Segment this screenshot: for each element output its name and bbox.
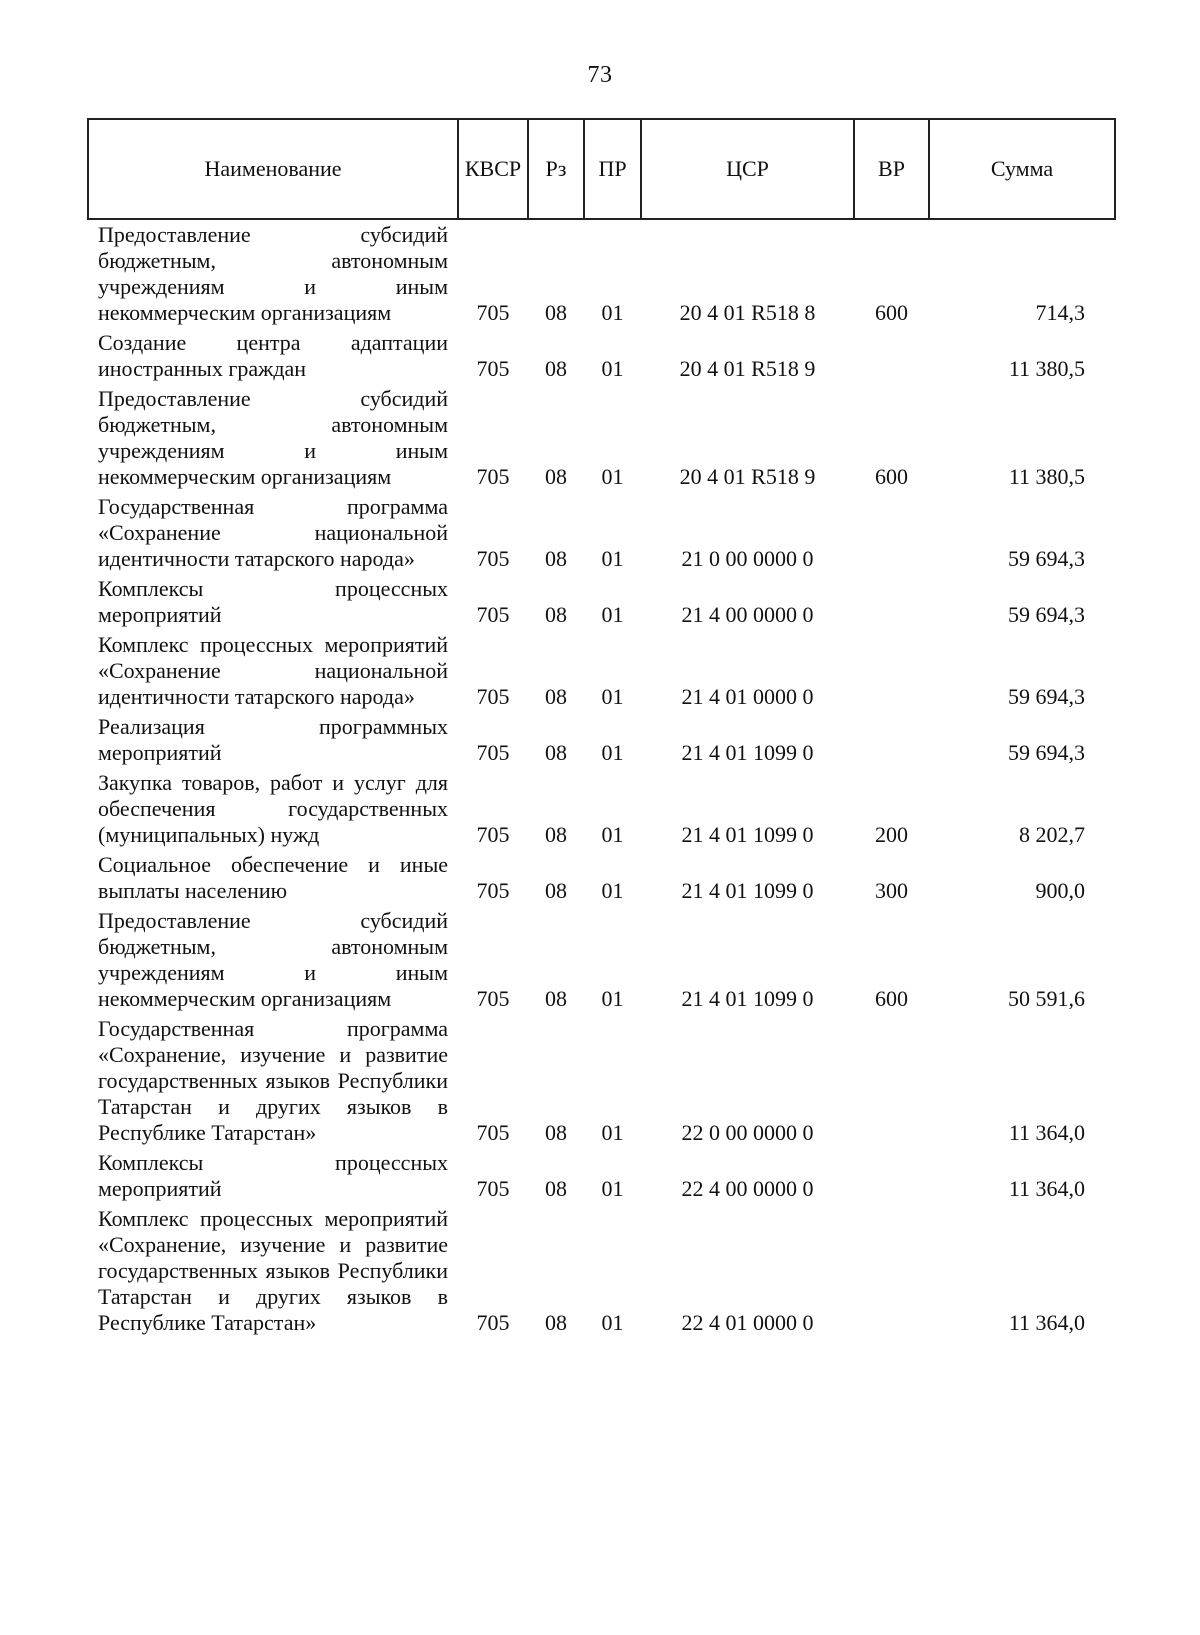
row-csr: 22 0 00 0000 0 — [681, 1120, 814, 1145]
row-kvsr: 705 — [476, 986, 510, 1011]
row-csr: 21 4 00 0000 0 — [681, 602, 814, 627]
table-row — [88, 494, 1115, 576]
row-kvsr: 705 — [476, 684, 510, 709]
row-csr: 21 4 01 1099 0 — [681, 986, 814, 1011]
row-sum: 50 591,6 — [1008, 986, 1085, 1011]
row-vr — [854, 632, 929, 714]
row-name: Комплекс процессных мероприятий «Сохранение национальной идентичности татарского народа» — [98, 632, 448, 709]
row-rz: 08 — [545, 986, 567, 1011]
row-pr: 01 — [601, 546, 624, 571]
row-sum: 8 202,7 — [1019, 822, 1085, 847]
row-kvsr: 705 — [476, 546, 510, 571]
row-rz: 08 — [545, 464, 567, 489]
row-sum: 11 380,5 — [1008, 464, 1085, 489]
header-sum: Сумма — [929, 119, 1115, 219]
row-pr: 01 — [601, 878, 624, 903]
row-pr: 01 — [601, 1176, 624, 1201]
table-body — [88, 219, 1115, 1340]
row-vr: 600 — [875, 300, 908, 325]
row-rz: 08 — [545, 684, 567, 709]
row-name: Закупка товаров, работ и услуг для обеспечения государственных (муниципальных) нужд — [98, 770, 448, 847]
row-rz: 08 — [545, 356, 567, 381]
row-sum: 900,0 — [1035, 878, 1085, 903]
row-csr: 21 4 01 0000 0 — [681, 684, 814, 709]
row-rz: 08 — [545, 878, 567, 903]
row-kvsr: 705 — [476, 822, 510, 847]
row-name: Социальное обеспечение и иные выплаты населению — [98, 852, 448, 903]
row-csr: 21 4 01 1099 0 — [681, 740, 814, 765]
row-csr: 21 0 00 0000 0 — [681, 546, 814, 571]
page-number: 73 — [587, 62, 613, 88]
row-sum: 11 364,0 — [1008, 1310, 1085, 1335]
header-pr: ПР — [584, 119, 641, 219]
row-vr — [854, 1150, 929, 1206]
header-csr: ЦСР — [641, 119, 854, 219]
row-rz: 08 — [545, 740, 567, 765]
row-vr — [854, 1206, 929, 1340]
row-sum: 11 380,5 — [1008, 356, 1085, 381]
row-vr — [854, 714, 929, 770]
row-rz: 08 — [545, 1120, 567, 1145]
row-kvsr: 705 — [476, 300, 510, 325]
table-row — [88, 908, 1115, 1016]
table-row — [88, 1150, 1115, 1206]
row-vr: 300 — [875, 878, 908, 903]
row-csr: 20 4 01 R518 8 — [679, 300, 816, 325]
row-kvsr: 705 — [476, 602, 510, 627]
row-kvsr: 705 — [476, 878, 510, 903]
budget-table — [87, 118, 1116, 1340]
row-vr — [854, 330, 929, 386]
row-name: Комплексы процессных мероприятий — [98, 576, 448, 627]
row-kvsr: 705 — [476, 740, 510, 765]
row-sum: 11 364,0 — [1008, 1176, 1085, 1201]
row-pr: 01 — [601, 1120, 624, 1145]
row-name: Реализация программных мероприятий — [98, 714, 448, 765]
row-rz: 08 — [545, 602, 567, 627]
table-row — [88, 219, 1115, 330]
row-kvsr: 705 — [476, 356, 510, 381]
row-sum: 59 694,3 — [1008, 740, 1085, 765]
table-row — [88, 1206, 1115, 1340]
row-name: Государственная программа «Сохранение национальной идентичности татарского народа» — [98, 494, 448, 571]
table-row — [88, 576, 1115, 632]
header-name: Наименование — [88, 119, 458, 219]
row-name: Предоставление субсидий бюджетным, автономным учреждениям и иным некоммерческим организациям — [98, 386, 448, 489]
row-rz: 08 — [545, 1176, 567, 1201]
row-csr: 21 4 01 1099 0 — [681, 878, 814, 903]
row-rz: 08 — [545, 546, 567, 571]
row-pr: 01 — [601, 822, 624, 847]
row-rz: 08 — [545, 300, 567, 325]
row-vr: 600 — [875, 986, 908, 1011]
row-name: Предоставление субсидий бюджетным, автономным учреждениям и иным некоммерческим организациям — [98, 222, 448, 325]
row-pr: 01 — [601, 684, 624, 709]
row-vr: 600 — [875, 464, 908, 489]
row-vr — [854, 494, 929, 576]
row-pr: 01 — [601, 986, 624, 1011]
row-pr: 01 — [601, 464, 624, 489]
row-csr: 20 4 01 R518 9 — [679, 464, 816, 489]
row-name: Предоставление субсидий бюджетным, автономным учреждениям и иным некоммерческим организациям — [98, 908, 448, 1011]
table-row — [88, 852, 1115, 908]
row-pr: 01 — [601, 300, 624, 325]
row-csr: 20 4 01 R518 9 — [679, 356, 816, 381]
row-csr: 22 4 00 0000 0 — [681, 1176, 814, 1201]
row-name: Комплексы процессных мероприятий — [98, 1150, 448, 1201]
row-name: Комплекс процессных мероприятий «Сохранение, изучение и развитие государственных языков Республики Татарстан и других языков в Республике Татарстан» — [98, 1206, 448, 1335]
header-vr: ВР — [854, 119, 929, 219]
table-row — [88, 386, 1115, 494]
row-kvsr: 705 — [476, 1310, 510, 1335]
row-csr: 22 4 01 0000 0 — [681, 1310, 814, 1335]
row-sum: 714,3 — [1035, 300, 1085, 325]
header-kvsr: КВСР — [458, 119, 528, 219]
row-kvsr: 705 — [476, 464, 510, 489]
table-row — [88, 714, 1115, 770]
table-row — [88, 330, 1115, 386]
header-rz: Рз — [528, 119, 584, 219]
row-rz: 08 — [545, 1310, 567, 1335]
row-sum: 59 694,3 — [1008, 602, 1085, 627]
row-csr: 21 4 01 1099 0 — [681, 822, 814, 847]
row-vr — [854, 576, 929, 632]
row-sum: 11 364,0 — [1008, 1120, 1085, 1145]
row-kvsr: 705 — [476, 1176, 510, 1201]
row-vr — [854, 1016, 929, 1150]
row-kvsr: 705 — [476, 1120, 510, 1145]
row-pr: 01 — [601, 740, 624, 765]
table-row — [88, 632, 1115, 714]
row-pr: 01 — [601, 356, 624, 381]
row-sum: 59 694,3 — [1008, 684, 1085, 709]
row-name: Государственная программа «Сохранение, изучение и развитие государственных языков Республики Татарстан и других языков в Республике Татарстан» — [98, 1016, 448, 1145]
table-row — [88, 770, 1115, 852]
row-sum: 59 694,3 — [1008, 546, 1085, 571]
row-pr: 01 — [601, 1310, 624, 1335]
row-rz: 08 — [545, 822, 567, 847]
table-row — [88, 1016, 1115, 1150]
row-name: Создание центра адаптации иностранных граждан — [98, 330, 448, 381]
table-header — [88, 119, 1115, 219]
row-vr: 200 — [875, 822, 908, 847]
row-pr: 01 — [601, 602, 624, 627]
